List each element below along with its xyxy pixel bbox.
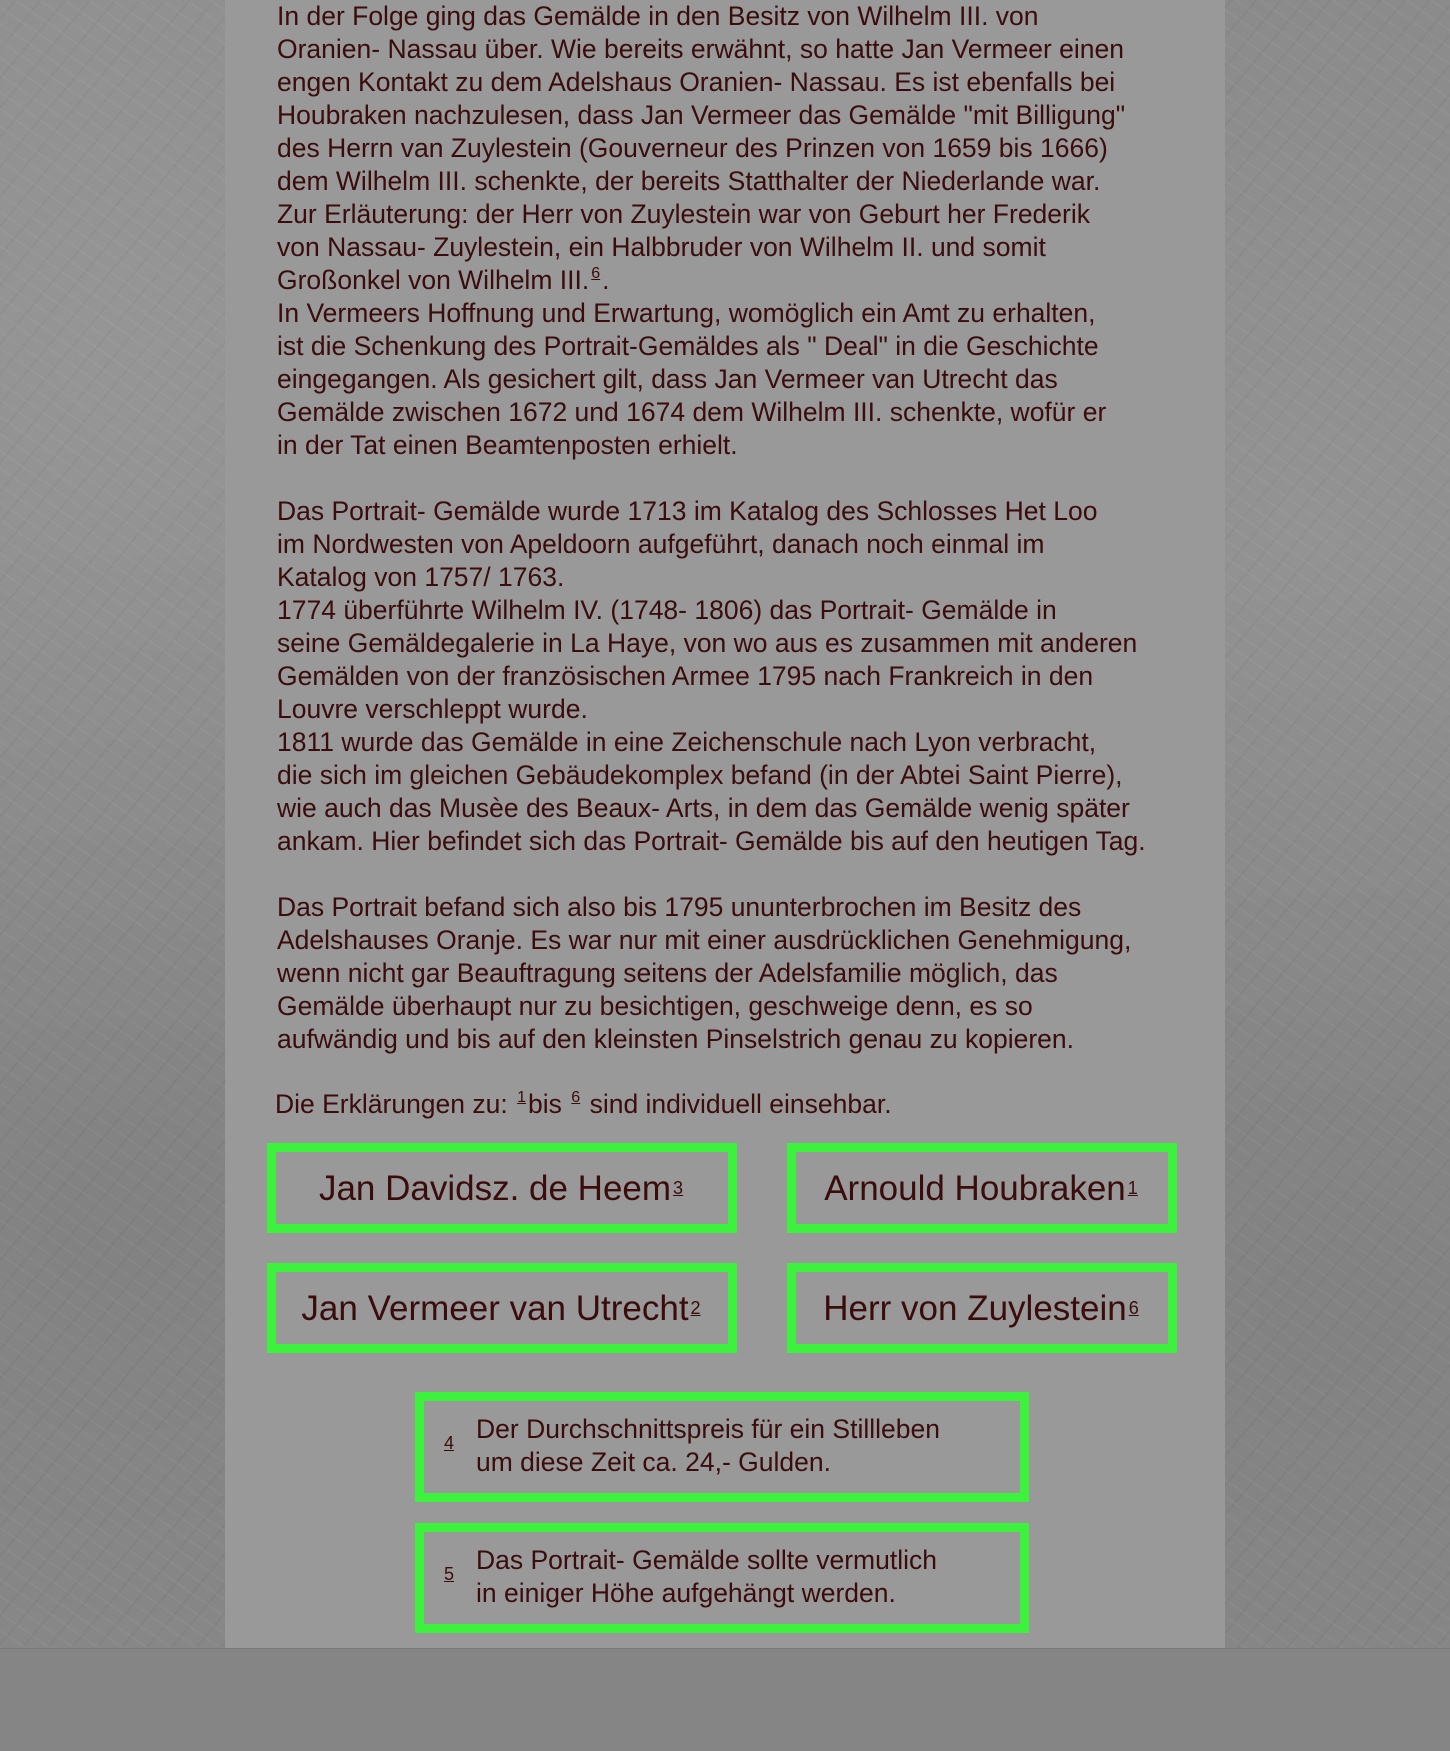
paragraph-gap (277, 858, 1237, 891)
footnote-ref-6[interactable]: 6 (571, 1089, 581, 1106)
background-band (0, 1648, 1450, 1751)
button-label: Jan Davidsz. de Heem (318, 1168, 672, 1208)
button-zuylestein[interactable]: Herr von Zuylestein 6 (787, 1263, 1177, 1353)
footnote-ref-1[interactable]: 1 (517, 1089, 527, 1106)
paragraph-3: Das Portrait- Gemälde wurde 1713 im Katalog des Schlosses Het Loo im Nordwesten von Apeldoorn aufgeführt, danach noch einmal im Katalog von 1757/ 1763. 1774 überführte Wilhelm IV. (1748- 1806) das Portrait- Gemälde in seine Gemäldegalerie in La Haye, von wo aus es zusammen mit anderen Gemälden von der französischen Armee 1795 nach Frankreich in den Louvre verschleppt wurde. 1811 wurde das Gemälde in eine Zeichenschule nach Lyon verbracht, die sich im gleichen Gebäudekomplex befand (in der Abtei Saint Pierre), wie auch das Musèe des Beaux- Arts, in dem das Gemälde wenig später ankam. Hier befindet sich das Portrait- Gemälde bis auf den heutigen Tag. (277, 496, 1146, 856)
paragraph-2: In Vermeers Hoffnung und Erwartung, womöglich ein Amt zu erhalten, ist die Schenkung des Portrait-Gemäldes als " Deal" in die Geschichte eingegangen. Als gesichert gilt, dass Jan Vermeer van Utrecht das Gemälde zwischen 1672 und 1674 dem Wilhelm III. schenkte, wofür er in der Tat einen Beamtenposten erhielt. (277, 298, 1107, 460)
note-number: 4 (444, 1433, 455, 1453)
paragraph-1 (277, 0, 1237, 297)
button-de-heem[interactable]: Jan Davidsz. de Heem 3 (267, 1143, 737, 1233)
note-5[interactable] (415, 1523, 1029, 1633)
paragraph-gap (277, 462, 1237, 495)
article-text (277, 0, 1237, 1056)
button-label: Jan Vermeer van Utrecht (301, 1288, 689, 1328)
content-panel (225, 0, 1225, 1648)
button-label: Herr von Zuylestein (823, 1288, 1127, 1328)
button-vermeer[interactable]: Jan Vermeer van Utrecht 2 (267, 1263, 737, 1353)
footnote-ref-6[interactable]: 6 (591, 265, 601, 282)
explanation-middle: bis (528, 1089, 562, 1119)
note-4[interactable] (415, 1392, 1029, 1502)
button-houbraken[interactable]: Arnould Houbraken 1 (787, 1143, 1177, 1233)
explanation-prefix: Die Erklärungen zu: (275, 1089, 508, 1119)
paragraph-1-text: In der Folge ging das Gemälde in den Besitz von Wilhelm III. von Oranien- Nassau über. Wie bereits erwähnt, so hatte Jan Vermeer einen engen Kontakt zu dem Adelshaus Oranien- Nassau. Es ist ebenfalls bei Houbraken nachzulesen, dass Jan Vermeer das Gemälde "mit Billigung" des Herrn van Zuylestein (Gouverneur des Prinzen von 1659 bis 1666) dem Wilhelm III. schenkte, der bereits Statthalter der Niederlande war. Zur Erläuterung: der Herr von Zuylestein war von Geburt her Frederik von Nassau- Zuylestein, ein Halbbruder von Wilhelm II. und somit Großonkel von Wilhelm III. (277, 1, 1126, 295)
note-number: 5 (444, 1564, 455, 1584)
paragraph-1-end: . (602, 265, 610, 295)
button-label: Arnould Houbraken (824, 1168, 1126, 1208)
explanation-line (275, 1088, 892, 1121)
paragraph-4: Das Portrait befand sich also bis 1795 ununterbrochen im Besitz des Adelshauses Oranje. Es war nur mit einer ausdrücklichen Genehmigung, wenn nicht gar Beauftragung seitens der Adelsfamilie möglich, das Gemälde überhaupt nur zu besichtigen, geschweige denn, es so aufwändig und bis auf den kleinsten Pinselstrich genau zu kopieren. (277, 892, 1132, 1054)
note-text: Das Portrait- Gemälde sollte vermutlich in einiger Höhe aufgehängt werden. (476, 1545, 937, 1608)
explanation-suffix: sind individuell einsehbar. (589, 1089, 892, 1119)
note-text: Der Durchschnittspreis für ein Stillleben um diese Zeit ca. 24,- Gulden. (476, 1414, 940, 1477)
